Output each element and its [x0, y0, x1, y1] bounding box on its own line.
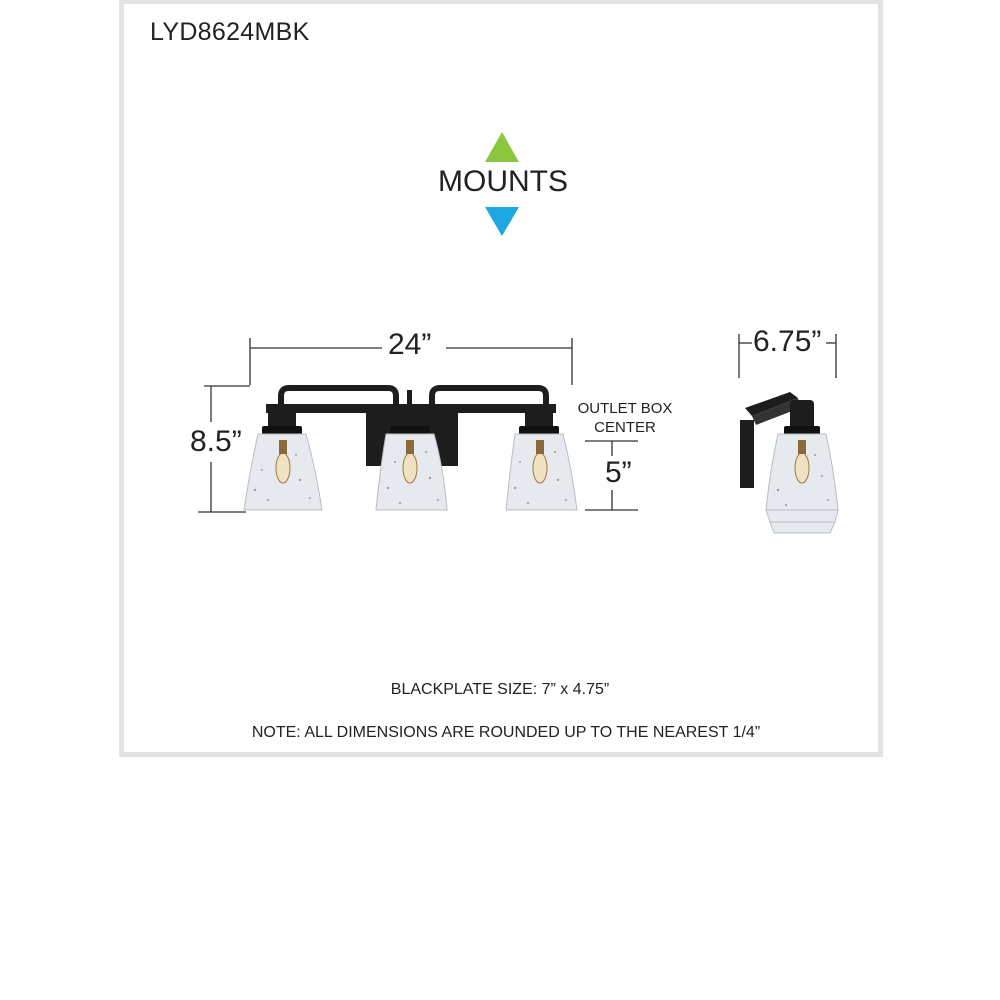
model-number: LYD8624MBK	[150, 18, 310, 46]
dimensions-note: NOTE: ALL DIMENSIONS ARE ROUNDED UP TO THE NEAREST 1/4”	[251, 724, 761, 741]
outlet-box-center-label	[560, 399, 690, 437]
height-dimension-label: 8.5”	[190, 425, 242, 458]
fixture-side-view	[740, 392, 838, 533]
mounts-label: MOUNTS	[438, 165, 568, 198]
mounts-down-arrow-icon	[485, 207, 519, 236]
depth-dimension-label: 6.75”	[753, 325, 822, 358]
glass-shade-left	[244, 409, 322, 510]
outlet-box-label-line1: OUTLET BOX	[577, 400, 673, 417]
mounts-up-arrow-icon	[485, 132, 519, 162]
outlet-box-label-line2: CENTER	[594, 419, 656, 436]
fixture-front-view	[244, 388, 577, 510]
backplate-size-text: BLACKPLATE SIZE: 7” x 4.75”	[390, 681, 610, 698]
outlet-center-dimension-label: 5”	[605, 456, 632, 489]
width-dimension-label: 24”	[388, 328, 432, 361]
